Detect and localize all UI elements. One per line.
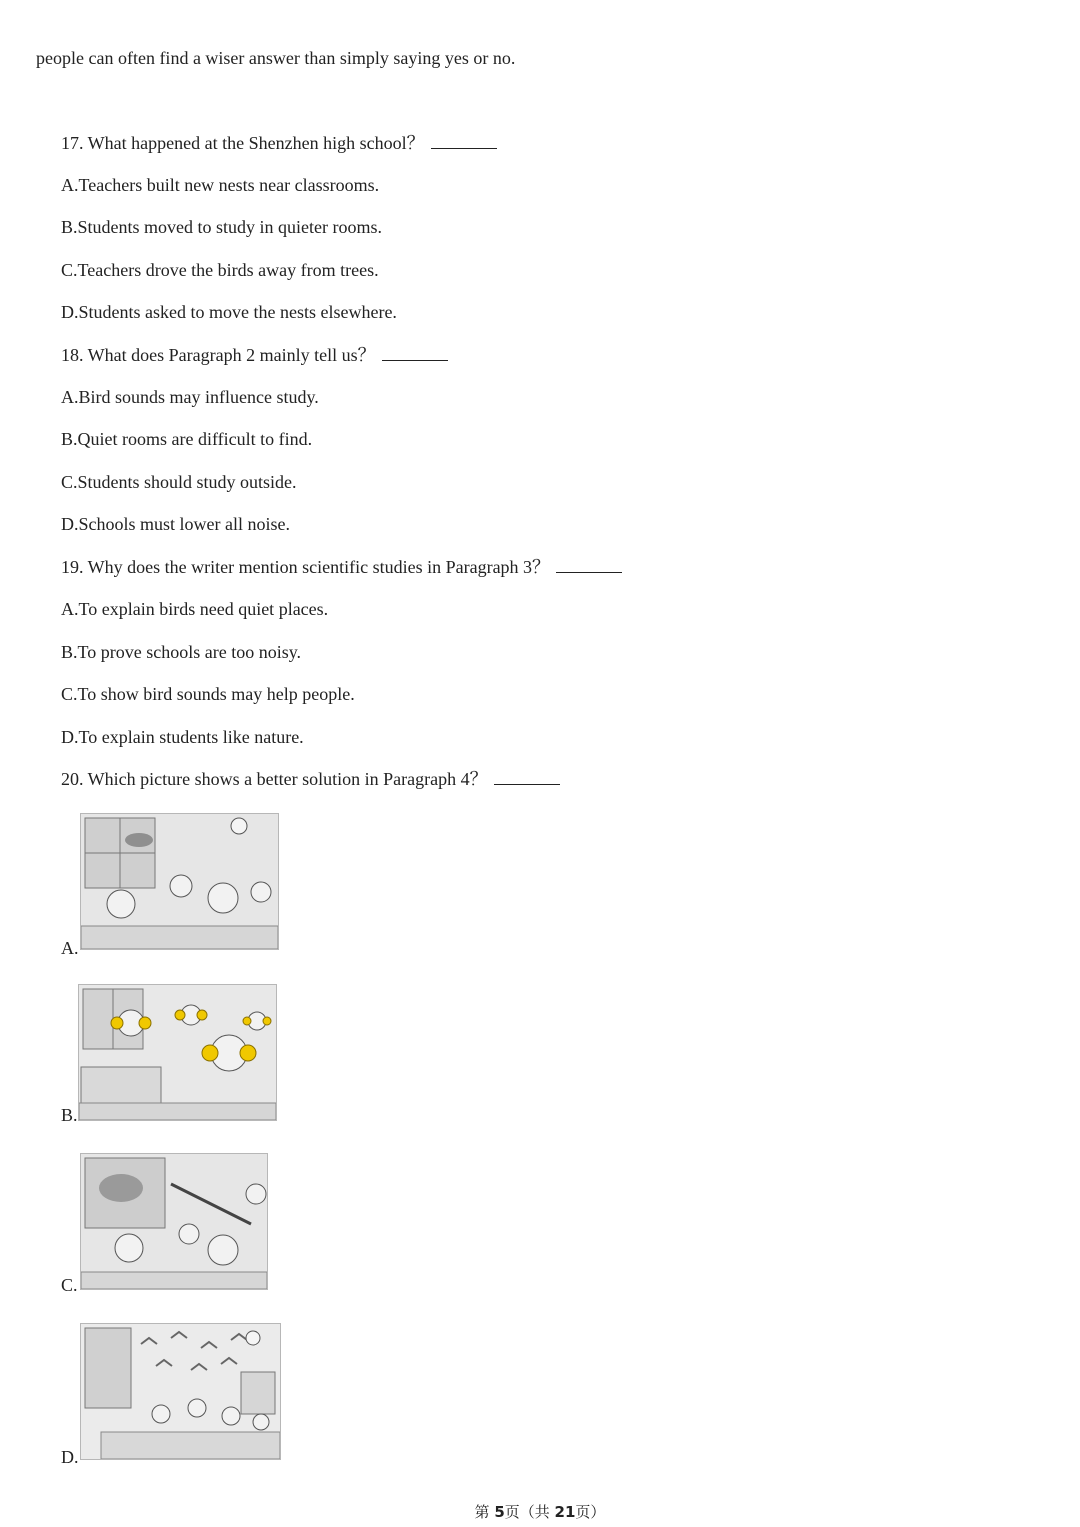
headphone-icon	[111, 1017, 123, 1029]
question-19-option-d[interactable]: D.To explain students like nature.	[61, 727, 304, 747]
intro-text: people can often find a wiser answer than simply saying yes or no.	[36, 48, 516, 68]
page-number: 5	[494, 1503, 505, 1521]
question-19-option-c[interactable]: C.To show bird sounds may help people.	[61, 684, 355, 704]
question-18-option-c[interactable]: C.Students should study outside.	[61, 472, 297, 492]
answer-blank[interactable]	[382, 345, 448, 361]
question-19-option-a[interactable]: A.To explain birds need quiet places.	[61, 599, 329, 619]
picture-d-birds-in-classroom[interactable]	[80, 1323, 281, 1460]
picture-label-a: A.	[61, 938, 79, 958]
picture-c-teacher-driving-birds-away[interactable]	[80, 1153, 268, 1290]
question-17-option-a[interactable]: A.Teachers built new nests near classrooms.	[61, 175, 380, 195]
question-17-stem: 17. What happened at the Shenzhen high school？	[61, 132, 497, 154]
question-17-option-d[interactable]: D.Students asked to move the nests elsewhere.	[61, 302, 397, 322]
headphone-icon	[240, 1045, 256, 1061]
headphone-icon	[139, 1017, 151, 1029]
page-footer: 第 5页（共 21页）	[474, 1503, 606, 1521]
picture-label-d: D.	[61, 1447, 79, 1467]
picture-label-b: B.	[61, 1105, 78, 1125]
picture-label-c: C.	[61, 1275, 78, 1295]
page-total: 21	[554, 1503, 576, 1521]
headphone-icon	[197, 1010, 207, 1020]
picture-b-students-wearing-headphones[interactable]	[78, 984, 277, 1121]
question-19-stem: 19. Why does the writer mention scientific studies in Paragraph 3？	[61, 556, 622, 578]
headphone-icon	[175, 1010, 185, 1020]
answer-blank[interactable]	[494, 769, 560, 785]
question-17-option-c[interactable]: C.Teachers drove the birds away from trees.	[61, 260, 379, 280]
answer-blank[interactable]	[431, 133, 497, 149]
answer-blank[interactable]	[556, 557, 622, 573]
picture-a-students-covering-ears[interactable]	[80, 813, 279, 950]
question-18-option-a[interactable]: A.Bird sounds may influence study.	[61, 387, 319, 407]
question-18-option-d[interactable]: D.Schools must lower all noise.	[61, 514, 290, 534]
question-17-option-b[interactable]: B.Students moved to study in quieter rooms.	[61, 217, 382, 237]
headphone-icon	[243, 1017, 251, 1025]
question-19-option-b[interactable]: B.To prove schools are too noisy.	[61, 642, 302, 662]
question-18-option-b[interactable]: B.Quiet rooms are difficult to find.	[61, 429, 313, 449]
headphone-icon	[263, 1017, 271, 1025]
question-18-stem: 18. What does Paragraph 2 mainly tell us？	[61, 344, 448, 366]
question-20-stem: 20. Which picture shows a better solution in Paragraph 4？	[61, 768, 560, 790]
headphone-icon	[202, 1045, 218, 1061]
